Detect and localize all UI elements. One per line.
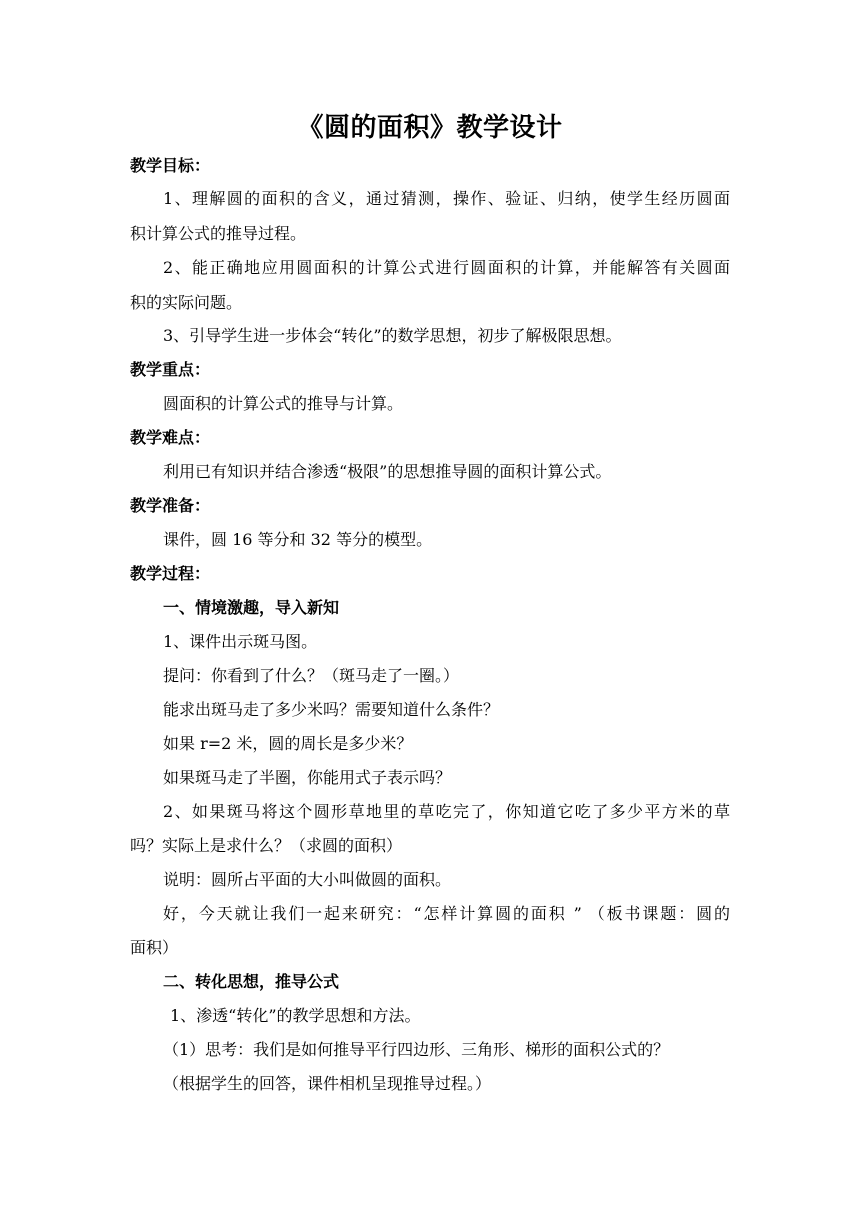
objective-2-line-2: 积的实际问题。 (130, 293, 243, 312)
preparation: 课件，圆 16 等分和 32 等分的模型。 (163, 530, 433, 549)
section-1-item-1: 1、课件出示斑马图。 (163, 632, 318, 651)
difficulties: 利用已有知识并结合渗透“极限”的思想推导圆的面积计算公式。 (163, 462, 612, 481)
section-1-intro-line-2: 面积） (130, 938, 179, 957)
section-1-question-2: 能求出斑马走了多少米吗？需要知道什么条件？ (163, 700, 500, 719)
section-1-explanation: 说明：圆所占平面的大小叫做圆的面积。 (163, 870, 452, 889)
objective-1-line-1: 1、理解圆的面积的含义，通过猜测，操作、验证、归纳，使学生经历圆面 (163, 189, 730, 208)
objective-3: 3、引导学生进一步体会“转化”的数学思想，初步了解极限思想。 (163, 326, 622, 345)
key-points: 圆面积的计算公式的推导与计算。 (163, 394, 404, 413)
section-1-heading: 一、情境激趣，导入新知 (163, 598, 340, 617)
objectives-heading: 教学目标： (130, 156, 211, 175)
section-1-question-4: 如果斑马走了半圈，你能用式子表示吗？ (163, 768, 452, 787)
section-2-think: （1）思考：我们是如何推导平行四边形、三角形、梯形的面积公式的？ (163, 1040, 670, 1059)
section-2-item-1: 1、渗透“转化”的教学思想和方法。 (170, 1006, 421, 1025)
difficulties-heading: 教学难点： (130, 428, 211, 447)
objective-2-line-1: 2、能正确地应用圆面积的计算公式进行圆面积的计算，并能解答有关圆面 (163, 258, 730, 277)
key-points-heading: 教学重点： (130, 360, 211, 379)
section-2-heading: 二、转化思想，推导公式 (163, 972, 340, 991)
section-1-intro-line-1: 好，今天就让我们一起来研究：“怎样计算圆的面积 ” （板书课题：圆的 (163, 904, 730, 923)
preparation-heading: 教学准备： (130, 496, 211, 515)
section-1-question-1: 提问：你看到了什么？（斑马走了一圈。） (163, 666, 460, 685)
objective-1-line-2: 积计算公式的推导过程。 (130, 224, 307, 243)
section-1-item-2-line-1: 2、如果斑马将这个圆形草地里的草吃完了，你知道它吃了多少平方米的草 (163, 802, 730, 821)
process-heading: 教学过程： (130, 564, 211, 583)
section-1-question-3: 如果 r=2 米，圆的周长是多少米？ (163, 734, 413, 753)
section-2-note: （根据学生的回答，课件相机呈现推导过程。） (163, 1074, 492, 1093)
section-1-item-2-line-2: 吗？实际上是求什么？（求圆的面积） (130, 836, 403, 855)
document-title: 《圆的面积》教学设计 (297, 113, 563, 143)
